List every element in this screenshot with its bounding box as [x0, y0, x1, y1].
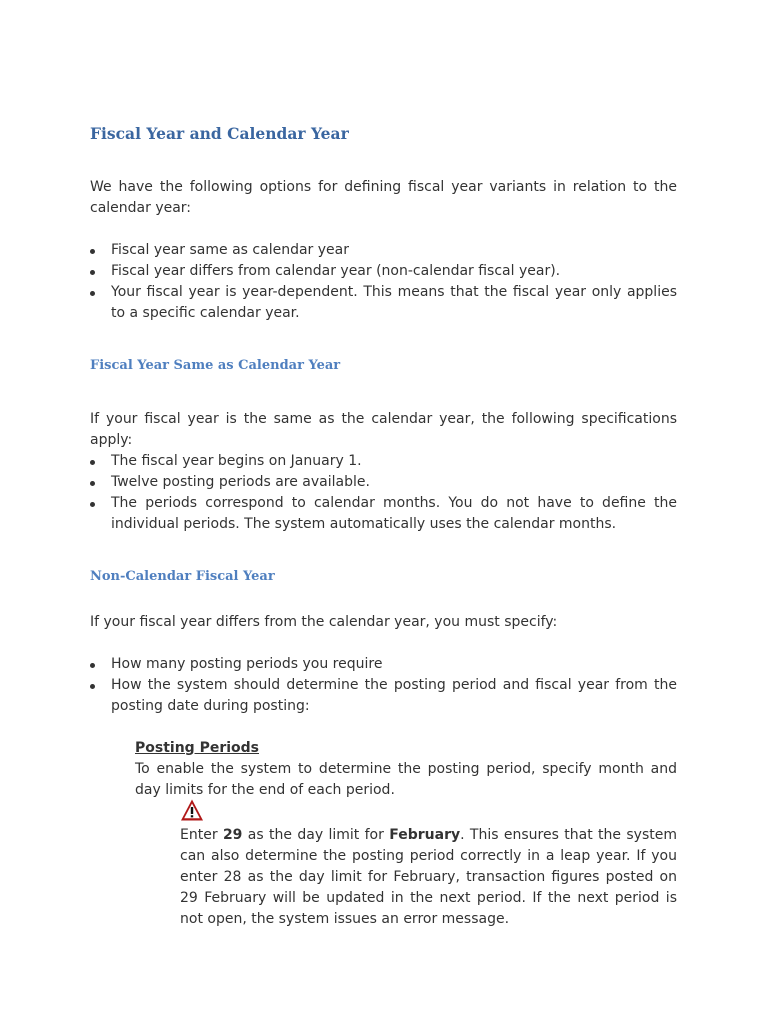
- list-item: Fiscal year differs from calendar year (non-calendar fiscal year).: [90, 261, 677, 282]
- page-title: Fiscal Year and Calendar Year: [90, 124, 349, 143]
- posting-periods-title: Posting Periods: [135, 740, 259, 756]
- same-section-list: [90, 451, 677, 535]
- non-calendar-list: [90, 654, 677, 717]
- options-list: [90, 240, 677, 324]
- non-calendar-intro: If your fiscal year differs from the calendar year, you must specify:: [90, 614, 558, 630]
- warning-note: [180, 825, 677, 930]
- month-value: February: [389, 827, 461, 843]
- warning-note-text: . This ensures that the system can also determine the posting period correctly in a leap year. If you enter 28 as the day limit for February, transaction figures posted on 29 February will be updated in the next period. If the next period is not open, the system issues an error message.: [180, 827, 677, 927]
- intro-paragraph: We have the following options for defining fiscal year variants in relation to the calendar year:: [90, 179, 677, 216]
- posting-periods-block: [135, 738, 677, 801]
- list-item: Your fiscal year is year-dependent. This means that the fiscal year only applies to a specific calendar year.: [90, 282, 677, 324]
- section-title-same-as-calendar: Fiscal Year Same as Calendar Year: [90, 358, 341, 373]
- posting-periods-text: To enable the system to determine the posting period, specify month and day limits for the end of each period.: [135, 761, 677, 798]
- warning-note-text: as the day limit for: [242, 827, 390, 843]
- list-item: How the system should determine the posting period and fiscal year from the posting date during posting:: [90, 675, 677, 717]
- warning-triangle-icon: [180, 798, 204, 822]
- section-title-non-calendar: Non-Calendar Fiscal Year: [90, 569, 275, 584]
- warning-note-text: Enter: [180, 827, 223, 843]
- list-item: The fiscal year begins on January 1.: [90, 451, 677, 472]
- list-item: Twelve posting periods are available.: [90, 472, 677, 493]
- day-limit-value: 29: [222, 827, 243, 843]
- same-section-intro: If your fiscal year is the same as the calendar year, the following specifications apply:: [90, 411, 677, 448]
- list-item: The periods correspond to calendar months. You do not have to define the individual periods. The system automatically uses the calendar months.: [90, 493, 677, 535]
- list-item: How many posting periods you require: [90, 654, 677, 675]
- list-item: Fiscal year same as calendar year: [90, 240, 677, 261]
